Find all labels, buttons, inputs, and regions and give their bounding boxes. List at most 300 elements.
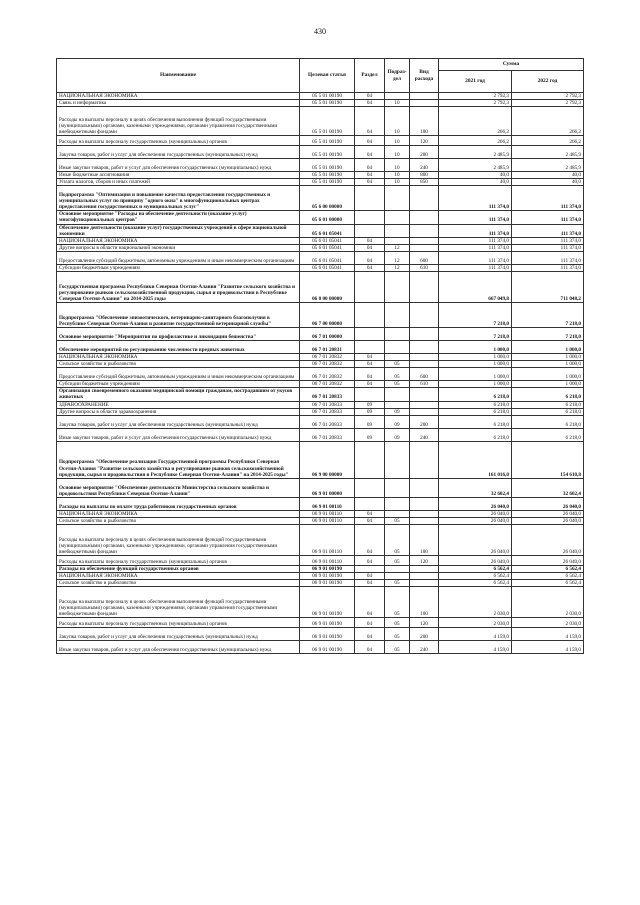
cell-sum-2021: 26 040,0 <box>439 524 512 555</box>
cell-sum-2021: 1 000,0 <box>439 341 512 354</box>
cell-sum-2022: 6 562,4 <box>512 565 584 572</box>
cell-section: 04 <box>355 510 385 517</box>
cell-name: Организация своевременного оказания медицинской помощи гражданам, пострадавшим от укусов животных <box>57 388 300 401</box>
cell-sum-2022: 6 218,0 <box>512 415 584 428</box>
budget-table <box>56 58 584 654</box>
cell-section: 04 <box>355 146 385 159</box>
cell-target: 06 9 01 00190 <box>300 580 355 587</box>
cell-target: 05 5 01 00190 <box>300 136 355 146</box>
cell-sum-2022: 7 218,0 <box>512 303 584 328</box>
cell-sum-2021: 7 218,0 <box>439 303 512 328</box>
cell-sum-2022: 1 000,0 <box>512 354 584 361</box>
cell-subsection: 10 <box>385 100 410 107</box>
cell-section: 04 <box>355 136 385 146</box>
cell-subsection <box>385 401 410 408</box>
cell-subsection: 12 <box>385 264 410 271</box>
cell-section: 04 <box>355 555 385 565</box>
cell-expense-type <box>410 510 439 517</box>
cell-subsection: 09 <box>385 408 410 415</box>
cell-subsection: 09 <box>385 415 410 428</box>
cell-section <box>355 328 385 341</box>
cell-section: 04 <box>355 517 385 524</box>
cell-name: Расходы на выплаты персоналу в целях обеспечения выполнения функций государственными (муниципальными) органами, казенными учреждениями, органами управления государственными внебюджетными фондами <box>57 107 300 136</box>
cell-expense-type <box>410 388 439 401</box>
cell-name: Иные закупки товаров, работ и услуг для обеспечения государственных (муниципальных) нужд <box>57 428 300 441</box>
table-body <box>57 93 584 654</box>
table-row <box>57 146 584 159</box>
cell-sum-2021: 2 030,0 <box>439 618 512 628</box>
cell-name: Государственная программа Республики Северная Осетия-Алания "Развитие сельского хозяйства и регулирование рынков сельскохозяйственной продукции, сырья и продовольствия в Республике Северная Осетия-Алания" на 2014-2025 годы <box>57 272 300 303</box>
cell-section: 04 <box>355 572 385 579</box>
cell-expense-type <box>410 565 439 572</box>
cell-sum-2022: 26 040,0 <box>512 510 584 517</box>
cell-sum-2022: 40,0 <box>512 179 584 186</box>
cell-sum-2022: 2 030,0 <box>512 587 584 618</box>
cell-target: 06 7 01 20831 <box>300 341 355 354</box>
table-row <box>57 524 584 555</box>
cell-name: Иные закупки товаров, работ и услуг для обеспечения государственных (муниципальных) нужд <box>57 641 300 654</box>
cell-sum-2022: 26 040,0 <box>512 524 584 555</box>
cell-target: 06 9 01 00110 <box>300 517 355 524</box>
table-row <box>57 381 584 388</box>
table-row <box>57 272 584 303</box>
cell-sum-2021: 266,2 <box>439 136 512 146</box>
table-row <box>57 415 584 428</box>
cell-target: 05 6 01 00000 <box>300 211 355 224</box>
cell-expense-type <box>410 328 439 341</box>
cell-section: 04 <box>355 524 385 555</box>
cell-sum-2022: 6 218,0 <box>512 408 584 415</box>
cell-name: Иные закупки товаров, работ и услуг для обеспечения государственных (муниципальных) нужд <box>57 159 300 172</box>
cell-target: 06 9 01 00110 <box>300 497 355 510</box>
table-row <box>57 388 584 401</box>
table-row <box>57 136 584 146</box>
cell-expense-type: 610 <box>410 381 439 388</box>
cell-name: Сельское хозяйство и рыболовство <box>57 580 300 587</box>
cell-subsection: 10 <box>385 172 410 179</box>
cell-sum-2022: 26 040,0 <box>512 517 584 524</box>
cell-subsection: 05 <box>385 361 410 368</box>
cell-sum-2021: 111 374,0 <box>439 244 512 251</box>
cell-name: Иные бюджетные ассигнования <box>57 172 300 179</box>
cell-sum-2022: 4 159,0 <box>512 641 584 654</box>
cell-expense-type <box>410 186 439 211</box>
cell-sum-2021: 111 374,0 <box>439 186 512 211</box>
cell-expense-type: 240 <box>410 428 439 441</box>
cell-subsection: 05 <box>385 555 410 565</box>
cell-section: 04 <box>355 628 385 641</box>
cell-name: Субсидии бюджетным учреждениям <box>57 381 300 388</box>
cell-section <box>355 272 385 303</box>
table-row <box>57 251 584 264</box>
cell-section: 09 <box>355 415 385 428</box>
cell-sum-2021: 111 374,0 <box>439 237 512 244</box>
table-row <box>57 328 584 341</box>
cell-sum-2021: 6 562,4 <box>439 565 512 572</box>
cell-expense-type: 200 <box>410 415 439 428</box>
cell-section <box>355 441 385 478</box>
cell-section: 04 <box>355 100 385 107</box>
cell-target: 06 9 01 00110 <box>300 524 355 555</box>
cell-name: Обеспечение деятельности (оказание услуг) государственных учреждений в сфере национальной экономики <box>57 224 300 237</box>
table-row <box>57 100 584 107</box>
cell-expense-type: 120 <box>410 618 439 628</box>
cell-name: Подпрограмма "Обеспечение эпизоотического, ветеринарно-санитарного благополучия в Республике Северная Осетия-Алания и развитие государственной ветеринарной службы" <box>57 303 300 328</box>
cell-name: НАЦИОНАЛЬНАЯ ЭКОНОМИКА <box>57 572 300 579</box>
table-row <box>57 572 584 579</box>
table-row <box>57 497 584 510</box>
cell-name: Связь и информатика <box>57 100 300 107</box>
cell-subsection <box>385 441 410 478</box>
cell-sum-2021: 111 374,0 <box>439 224 512 237</box>
cell-target: 06 7 01 20833 <box>300 408 355 415</box>
cell-section <box>355 565 385 572</box>
table-row <box>57 641 584 654</box>
cell-target: 05 6 00 00000 <box>300 186 355 211</box>
cell-target: 06 0 00 00000 <box>300 272 355 303</box>
cell-sum-2021: 40,0 <box>439 179 512 186</box>
cell-name: НАЦИОНАЛЬНАЯ ЭКОНОМИКА <box>57 510 300 517</box>
table-row <box>57 354 584 361</box>
cell-sum-2021: 6 218,0 <box>439 408 512 415</box>
table-row <box>57 565 584 572</box>
cell-sum-2022: 111 374,0 <box>512 211 584 224</box>
table-row <box>57 555 584 565</box>
cell-name: Основное мероприятие "Обеспечение деятельности Министерства сельского хозяйства и продовольствия Республики Северная Осетия-Алания" <box>57 478 300 497</box>
cell-sum-2021: 111 374,0 <box>439 251 512 264</box>
cell-sum-2021: 26 040,0 <box>439 517 512 524</box>
cell-sum-2021: 26 040,0 <box>439 555 512 565</box>
cell-target: 06 7 00 00000 <box>300 303 355 328</box>
cell-name: Уплата налогов, сборов и иных платежей <box>57 179 300 186</box>
cell-sum-2022: 26 040,0 <box>512 555 584 565</box>
cell-name: НАЦИОНАЛЬНАЯ ЭКОНОМИКА <box>57 93 300 100</box>
cell-expense-type: 610 <box>410 264 439 271</box>
table-row <box>57 237 584 244</box>
cell-sum-2021: 6 218,0 <box>439 401 512 408</box>
cell-subsection <box>385 565 410 572</box>
cell-sum-2022: 111 374,0 <box>512 264 584 271</box>
cell-section <box>355 388 385 401</box>
cell-sum-2022: 111 374,0 <box>512 224 584 237</box>
cell-target: 06 7 01 20833 <box>300 415 355 428</box>
table-row <box>57 587 584 618</box>
cell-subsection: 09 <box>385 428 410 441</box>
cell-section: 04 <box>355 354 385 361</box>
table-row <box>57 107 584 136</box>
cell-name: Расходы на обеспечение функций государственных органов <box>57 565 300 572</box>
cell-sum-2021: 32 602,4 <box>439 478 512 497</box>
cell-name: Расходы на выплаты персоналу государственных (муниципальных) органов <box>57 555 300 565</box>
cell-subsection: 05 <box>385 628 410 641</box>
cell-section: 04 <box>355 93 385 100</box>
cell-section <box>355 186 385 211</box>
cell-target: 05 5 01 00190 <box>300 172 355 179</box>
header-sum: Сумма <box>439 59 584 71</box>
cell-subsection <box>385 510 410 517</box>
cell-name: Предоставление субсидий бюджетным, автономным учреждениям и иным некоммерческим организациям <box>57 251 300 264</box>
cell-section <box>355 478 385 497</box>
cell-target: 05 5 01 00190 <box>300 93 355 100</box>
cell-sum-2022: 111 374,0 <box>512 237 584 244</box>
cell-subsection <box>385 303 410 328</box>
cell-subsection: 12 <box>385 251 410 264</box>
table-row <box>57 401 584 408</box>
cell-target: 05 6 01 05041 <box>300 251 355 264</box>
cell-target: 06 7 01 20833 <box>300 388 355 401</box>
cell-section <box>355 224 385 237</box>
table-row <box>57 224 584 237</box>
cell-subsection: 10 <box>385 136 410 146</box>
cell-subsection <box>385 211 410 224</box>
cell-sum-2021: 161 016,0 <box>439 441 512 478</box>
cell-sum-2022: 2 485,9 <box>512 159 584 172</box>
cell-expense-type <box>410 341 439 354</box>
cell-expense-type: 200 <box>410 628 439 641</box>
cell-section: 04 <box>355 179 385 186</box>
table-row <box>57 244 584 251</box>
cell-subsection: 05 <box>385 580 410 587</box>
table-row <box>57 441 584 478</box>
cell-subsection: 10 <box>385 146 410 159</box>
cell-section: 04 <box>355 368 385 381</box>
cell-target: 06 9 00 00000 <box>300 441 355 478</box>
cell-expense-type <box>410 580 439 587</box>
cell-sum-2021: 266,2 <box>439 107 512 136</box>
cell-subsection: 05 <box>385 368 410 381</box>
cell-subsection: 05 <box>385 618 410 628</box>
cell-name: Подпрограмма "Обеспечение реализации Государственной программы Республики Северная Осетия-Алания "Развитие сельского хозяйства и регулирование рынков сельскохозяйственной продукции, сырья и продовольствия в Республике Северная Осетия-Алания" на 2014-2025 годы" <box>57 441 300 478</box>
header-expense-type: Вид расхода <box>410 59 439 93</box>
cell-sum-2021: 26 040,0 <box>439 497 512 510</box>
header-year-2022: 2022 год <box>512 71 584 93</box>
cell-expense-type <box>410 497 439 510</box>
table-row <box>57 211 584 224</box>
cell-name: Другие вопросы в области здравоохранения <box>57 408 300 415</box>
cell-sum-2022: 2 792,3 <box>512 100 584 107</box>
cell-expense-type <box>410 441 439 478</box>
table-row <box>57 628 584 641</box>
cell-sum-2022: 26 040,0 <box>512 497 584 510</box>
cell-expense-type <box>410 517 439 524</box>
cell-target: 06 9 01 00190 <box>300 587 355 618</box>
cell-section: 04 <box>355 618 385 628</box>
cell-expense-type: 800 <box>410 172 439 179</box>
cell-sum-2021: 111 374,0 <box>439 264 512 271</box>
cell-target: 05 5 01 00190 <box>300 159 355 172</box>
cell-sum-2022: 1 000,0 <box>512 341 584 354</box>
cell-sum-2022: 6 562,4 <box>512 580 584 587</box>
cell-sum-2021: 1 000,0 <box>439 361 512 368</box>
cell-subsection <box>385 272 410 303</box>
cell-sum-2022: 6 562,4 <box>512 572 584 579</box>
cell-expense-type: 100 <box>410 524 439 555</box>
table-row <box>57 510 584 517</box>
cell-section: 04 <box>355 159 385 172</box>
cell-name: Субсидии бюджетным учреждениям <box>57 264 300 271</box>
cell-target: 06 9 01 00110 <box>300 555 355 565</box>
cell-target: 05 6 01 05041 <box>300 237 355 244</box>
cell-name: Расходы на выплаты персоналу государственных (муниципальных) органов <box>57 136 300 146</box>
cell-section: 09 <box>355 428 385 441</box>
table-row <box>57 428 584 441</box>
table-row <box>57 618 584 628</box>
cell-expense-type <box>410 572 439 579</box>
cell-sum-2021: 1 000,0 <box>439 368 512 381</box>
cell-sum-2021: 667 049,8 <box>439 272 512 303</box>
cell-target: 06 7 01 00000 <box>300 328 355 341</box>
cell-target: 06 7 01 20833 <box>300 401 355 408</box>
cell-sum-2022: 2 792,3 <box>512 93 584 100</box>
cell-sum-2022: 266,2 <box>512 107 584 136</box>
cell-target: 06 9 01 00190 <box>300 565 355 572</box>
cell-name: Сельское хозяйство и рыболовство <box>57 361 300 368</box>
cell-name: Обеспечение мероприятий по регулированию численности вредных животных <box>57 341 300 354</box>
cell-section: 04 <box>355 580 385 587</box>
cell-sum-2022: 1 000,0 <box>512 381 584 388</box>
cell-subsection <box>385 478 410 497</box>
cell-subsection: 05 <box>385 587 410 618</box>
table-row <box>57 478 584 497</box>
cell-expense-type: 600 <box>410 368 439 381</box>
cell-sum-2022: 32 602,4 <box>512 478 584 497</box>
cell-subsection <box>385 388 410 401</box>
cell-subsection: 05 <box>385 381 410 388</box>
cell-name: ЗДРАВООХРАНЕНИЕ <box>57 401 300 408</box>
cell-target: 05 5 01 00190 <box>300 107 355 136</box>
table-row <box>57 408 584 415</box>
header-subsection: Подраз-дел <box>385 59 410 93</box>
cell-sum-2021: 111 374,0 <box>439 211 512 224</box>
cell-target: 05 6 01 05041 <box>300 264 355 271</box>
cell-sum-2021: 6 562,4 <box>439 572 512 579</box>
header-name: Наименование <box>57 59 300 93</box>
cell-sum-2021: 6 218,0 <box>439 428 512 441</box>
cell-sum-2022: 2 485,9 <box>512 146 584 159</box>
cell-subsection: 05 <box>385 517 410 524</box>
cell-sum-2022: 154 610,8 <box>512 441 584 478</box>
cell-subsection <box>385 341 410 354</box>
table-row <box>57 580 584 587</box>
cell-name: Расходы на выплаты персоналу в целях обеспечения выполнения функций государственными (муниципальными) органами, казенными учреждениями, органами управления государственными внебюджетными фондами <box>57 524 300 555</box>
cell-expense-type: 600 <box>410 251 439 264</box>
cell-section: 04 <box>355 361 385 368</box>
cell-name: Закупка товаров, работ и услуг для обеспечения государственных (муниципальных) нужд <box>57 415 300 428</box>
cell-expense-type <box>410 100 439 107</box>
cell-sum-2021: 7 218,0 <box>439 328 512 341</box>
cell-sum-2022: 6 218,0 <box>512 428 584 441</box>
cell-section <box>355 211 385 224</box>
cell-section: 04 <box>355 381 385 388</box>
cell-name: Сельское хозяйство и рыболовство <box>57 517 300 524</box>
table-row <box>57 303 584 328</box>
cell-section: 04 <box>355 172 385 179</box>
cell-sum-2021: 26 040,0 <box>439 510 512 517</box>
cell-expense-type: 240 <box>410 641 439 654</box>
cell-expense-type: 120 <box>410 555 439 565</box>
cell-sum-2022: 711 048,2 <box>512 272 584 303</box>
cell-target: 06 7 01 20832 <box>300 381 355 388</box>
cell-section: 04 <box>355 264 385 271</box>
cell-target: 06 9 01 00190 <box>300 641 355 654</box>
cell-subsection: 10 <box>385 107 410 136</box>
cell-sum-2022: 1 000,0 <box>512 368 584 381</box>
cell-section: 04 <box>355 244 385 251</box>
table-row <box>57 361 584 368</box>
table-row <box>57 517 584 524</box>
cell-sum-2021: 2 485,9 <box>439 146 512 159</box>
cell-subsection: 05 <box>385 641 410 654</box>
cell-expense-type <box>410 401 439 408</box>
cell-target: 06 7 01 20833 <box>300 428 355 441</box>
cell-expense-type <box>410 478 439 497</box>
cell-subsection: 10 <box>385 159 410 172</box>
cell-sum-2022: 266,2 <box>512 136 584 146</box>
cell-section: 04 <box>355 251 385 264</box>
cell-sum-2021: 6 218,0 <box>439 388 512 401</box>
cell-name: Закупка товаров, работ и услуг для обеспечения государственных (муниципальных) нужд <box>57 146 300 159</box>
cell-section <box>355 341 385 354</box>
cell-sum-2022: 4 159,0 <box>512 628 584 641</box>
cell-target: 06 9 01 00190 <box>300 628 355 641</box>
cell-sum-2021: 2 792,3 <box>439 93 512 100</box>
cell-subsection <box>385 354 410 361</box>
cell-name: Другие вопросы в области национальной экономики <box>57 244 300 251</box>
cell-sum-2022: 2 030,0 <box>512 618 584 628</box>
cell-name: Расходы на выплаты по оплате труда работников государственных органов <box>57 497 300 510</box>
cell-subsection <box>385 497 410 510</box>
header-year-2021: 2021 год <box>439 71 512 93</box>
cell-sum-2021: 4 159,0 <box>439 641 512 654</box>
table-row <box>57 264 584 271</box>
cell-sum-2021: 6 562,4 <box>439 580 512 587</box>
cell-sum-2021: 6 218,0 <box>439 415 512 428</box>
cell-target: 06 9 01 00000 <box>300 478 355 497</box>
table-row <box>57 186 584 211</box>
cell-subsection <box>385 224 410 237</box>
cell-sum-2022: 7 218,0 <box>512 328 584 341</box>
cell-target: 05 6 01 05041 <box>300 244 355 251</box>
cell-section <box>355 303 385 328</box>
cell-subsection <box>385 572 410 579</box>
table-row <box>57 172 584 179</box>
cell-target: 06 7 01 20832 <box>300 361 355 368</box>
cell-expense-type <box>410 354 439 361</box>
cell-sum-2021: 40,0 <box>439 172 512 179</box>
cell-sum-2021: 2 792,3 <box>439 100 512 107</box>
cell-name: НАЦИОНАЛЬНАЯ ЭКОНОМИКА <box>57 237 300 244</box>
cell-section <box>355 497 385 510</box>
cell-name: НАЦИОНАЛЬНАЯ ЭКОНОМИКА <box>57 354 300 361</box>
cell-name: Предоставление субсидий бюджетным, автономным учреждениям и иным некоммерческим организациям <box>57 368 300 381</box>
cell-target: 06 7 01 20832 <box>300 368 355 381</box>
cell-expense-type <box>410 244 439 251</box>
table-row <box>57 159 584 172</box>
cell-name: Подпрограмма "Оптимизация и повышение качества предоставления государственных и муниципальных услуг по принципу "одного окна" в многофункциональных центрах предоставления государственных и муниципальных услуг" <box>57 186 300 211</box>
cell-sum-2021: 2 030,0 <box>439 587 512 618</box>
cell-target: 06 9 01 00190 <box>300 618 355 628</box>
table-row <box>57 341 584 354</box>
header-target: Целевая статья <box>300 59 355 93</box>
cell-expense-type <box>410 303 439 328</box>
cell-target: 05 5 01 00190 <box>300 100 355 107</box>
cell-section: 09 <box>355 408 385 415</box>
cell-expense-type <box>410 361 439 368</box>
cell-section: 04 <box>355 237 385 244</box>
cell-target: 06 7 01 20832 <box>300 354 355 361</box>
cell-subsection: 05 <box>385 524 410 555</box>
cell-name: Расходы на выплаты персоналу государственных (муниципальных) органов <box>57 618 300 628</box>
